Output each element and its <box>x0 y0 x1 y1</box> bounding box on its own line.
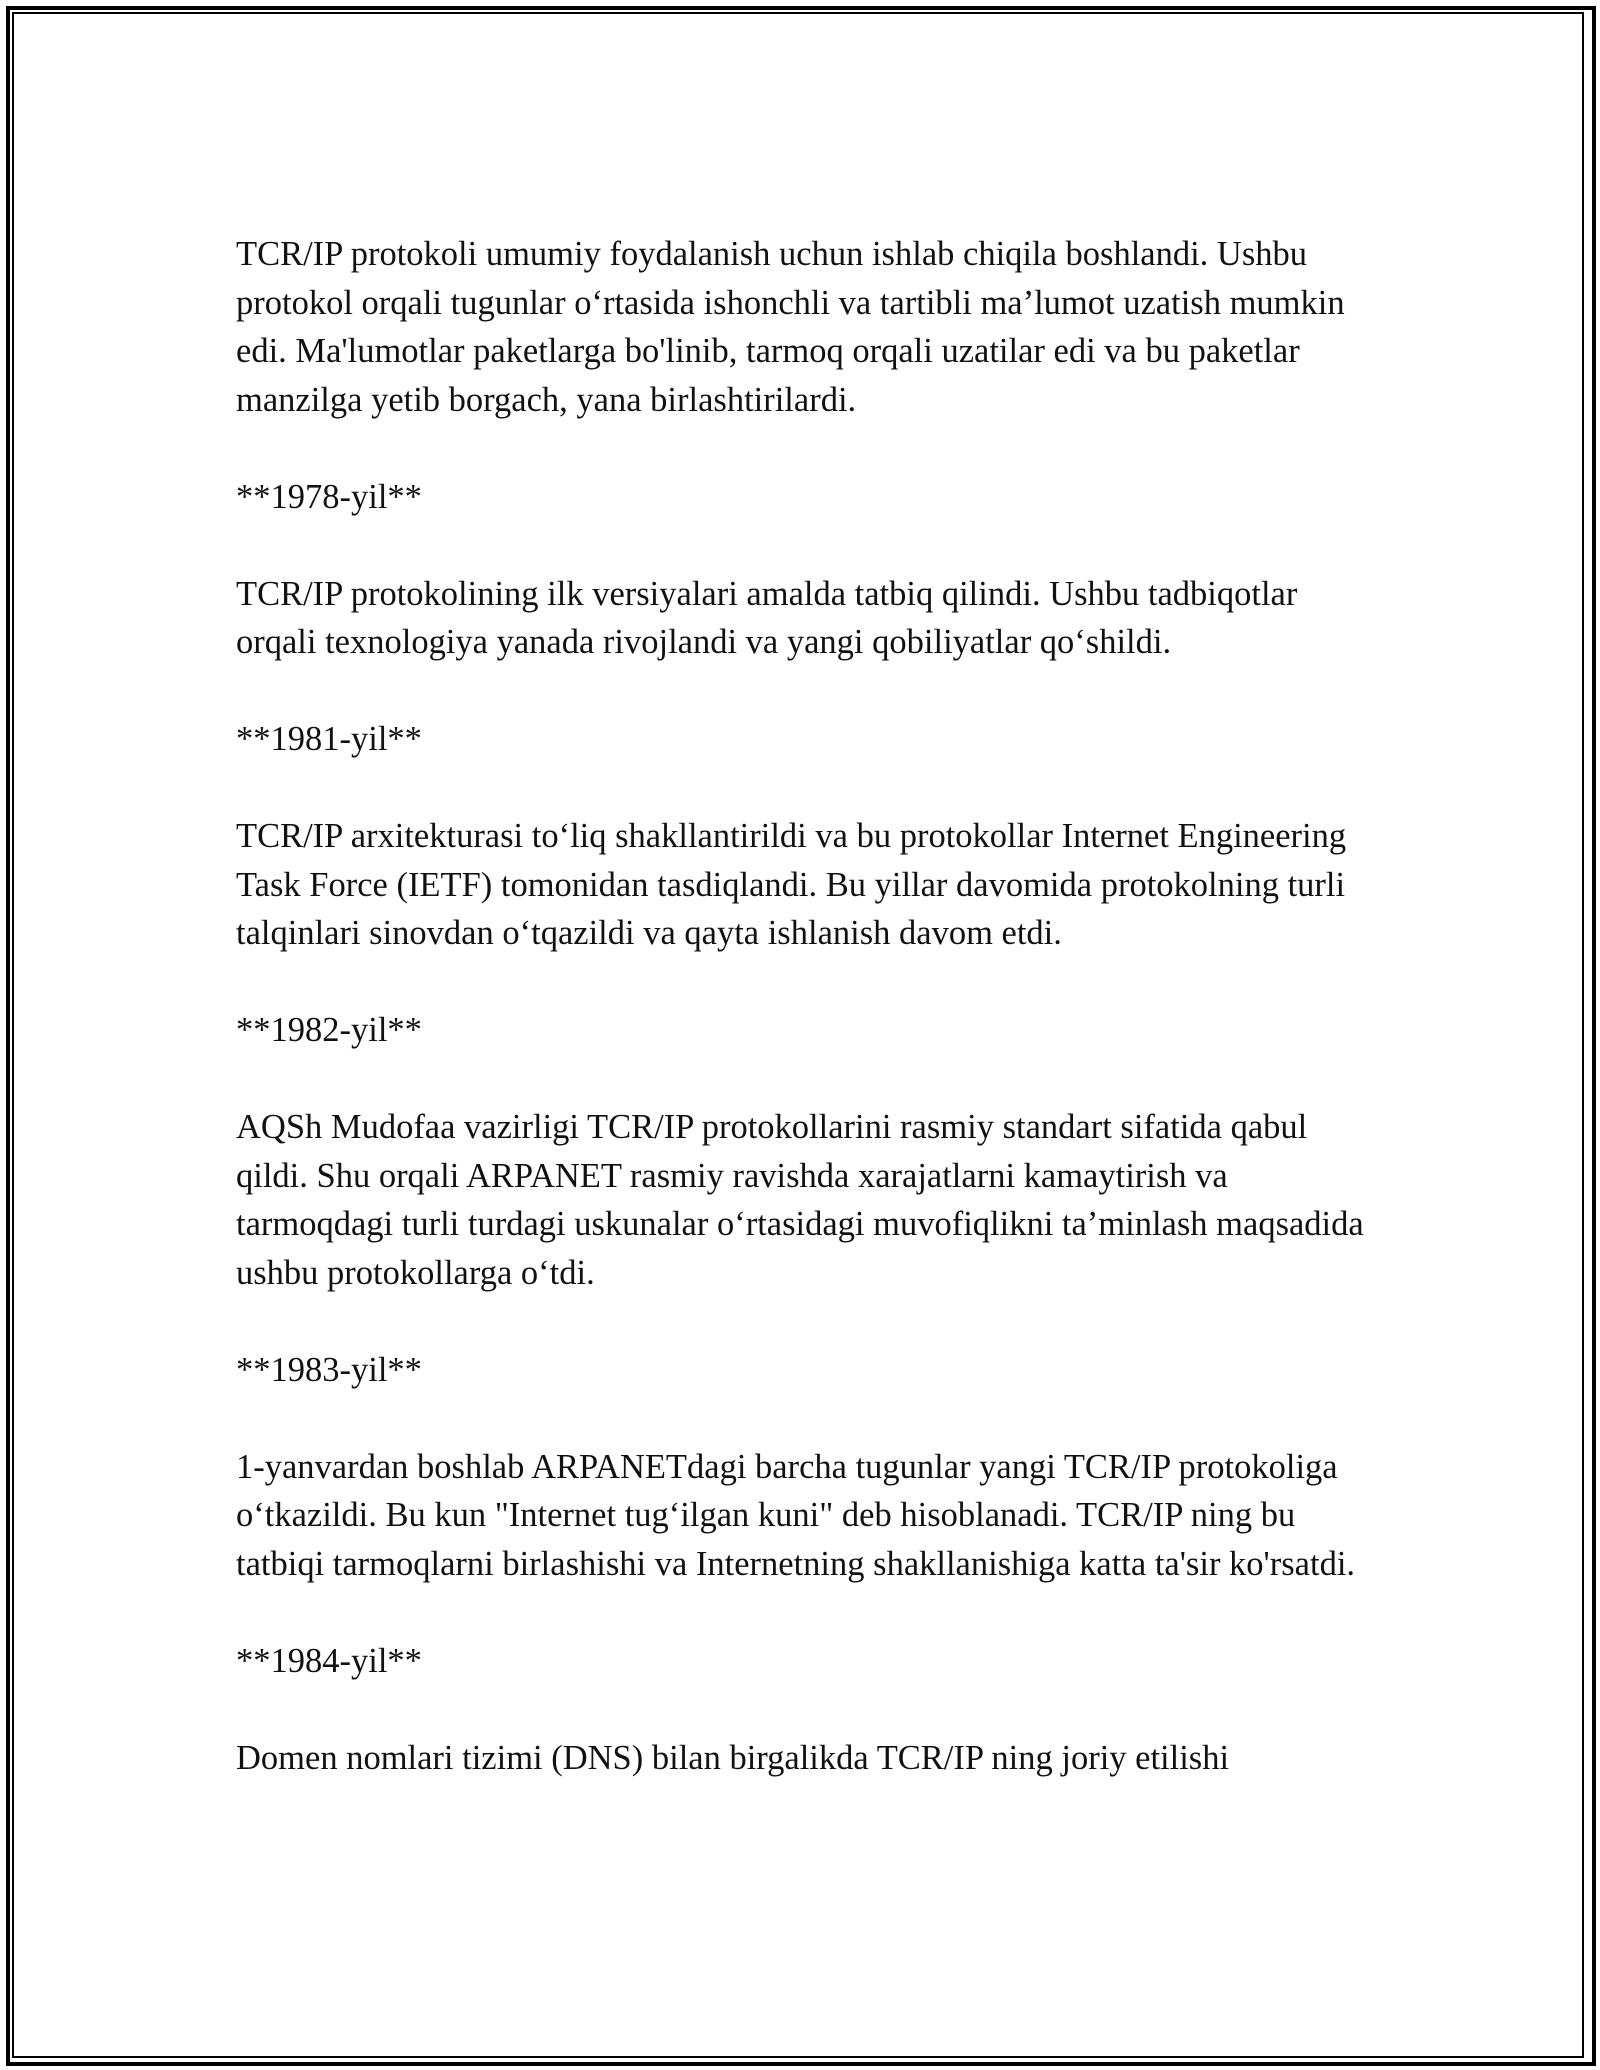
paragraph-1982: AQSh Mudofaa vazirligi TCR/IP protokollarini rasmiy standart sifatida qabul qildi. Shu orqali ARPANET rasmiy ravishda xarajatlarni kamaytirish va tarmoqdagi turli turdagi uskunalar o‘rtasidagi muvofiqlikni ta’minlash maqsadida ushbu protokollarga o‘tdi. <box>236 1108 1364 1292</box>
year-heading-1984: **1984-yil** <box>236 1641 422 1680</box>
year-heading-1982: **1982-yil** <box>236 1011 422 1049</box>
year-heading-1981: **1981-yil** <box>236 720 422 758</box>
paragraph-1981: TCR/IP arxitekturasi to‘liq shakllantirildi va bu protokollar Internet Engineering Task Force (IETF) tomonidan tasdiqlandi. Bu yillar davomida protokolning turli talqinlari sinovdan o‘tqazildi va qayta ishlanish davom etdi. <box>236 817 1347 952</box>
paragraph-1983: 1-yanvardan boshlab ARPANETdagi barcha tugunlar yangi TCR/IP protokoliga o‘tkazildi. Bu kun "Internet tug‘ilgan kuni" deb hisoblanadi. TCR/IP ning bu tatbiqi tarmoqlarni birlashishi va Internetning shakllanishiga katta ta'sir ko'rsatdi. <box>236 1447 1356 1583</box>
document-body <box>236 230 1386 1831</box>
year-heading-1983: **1983-yil** <box>236 1350 422 1389</box>
paragraph-1984: Domen nomlari tizimi (DNS) bilan birgalikda TCR/IP ning joriy etilishi <box>236 1738 1230 1777</box>
paragraph-intro: TCR/IP protokoli umumiy foydalanish uchun ishlab chiqila boshlandi. Ushbu protokol orqali tugunlar o‘rtasida ishonchli va tartibli ma’lumot uzatish mumkin edi. Ma'lumotlar paketlarga bo'linib, tarmoq orqali uzatilar edi va bu paketlar manzilga yetib borgach, yana birlashtirilardi. <box>236 235 1345 419</box>
paragraph-1978: TCR/IP protokolining ilk versiyalari amalda tatbiq qilindi. Ushbu tadbiqotlar orqali texnologiya yanada rivojlandi va yangi qobiliyatlar qo‘shildi. <box>236 574 1298 661</box>
year-heading-1978: **1978-yil** <box>236 477 422 516</box>
